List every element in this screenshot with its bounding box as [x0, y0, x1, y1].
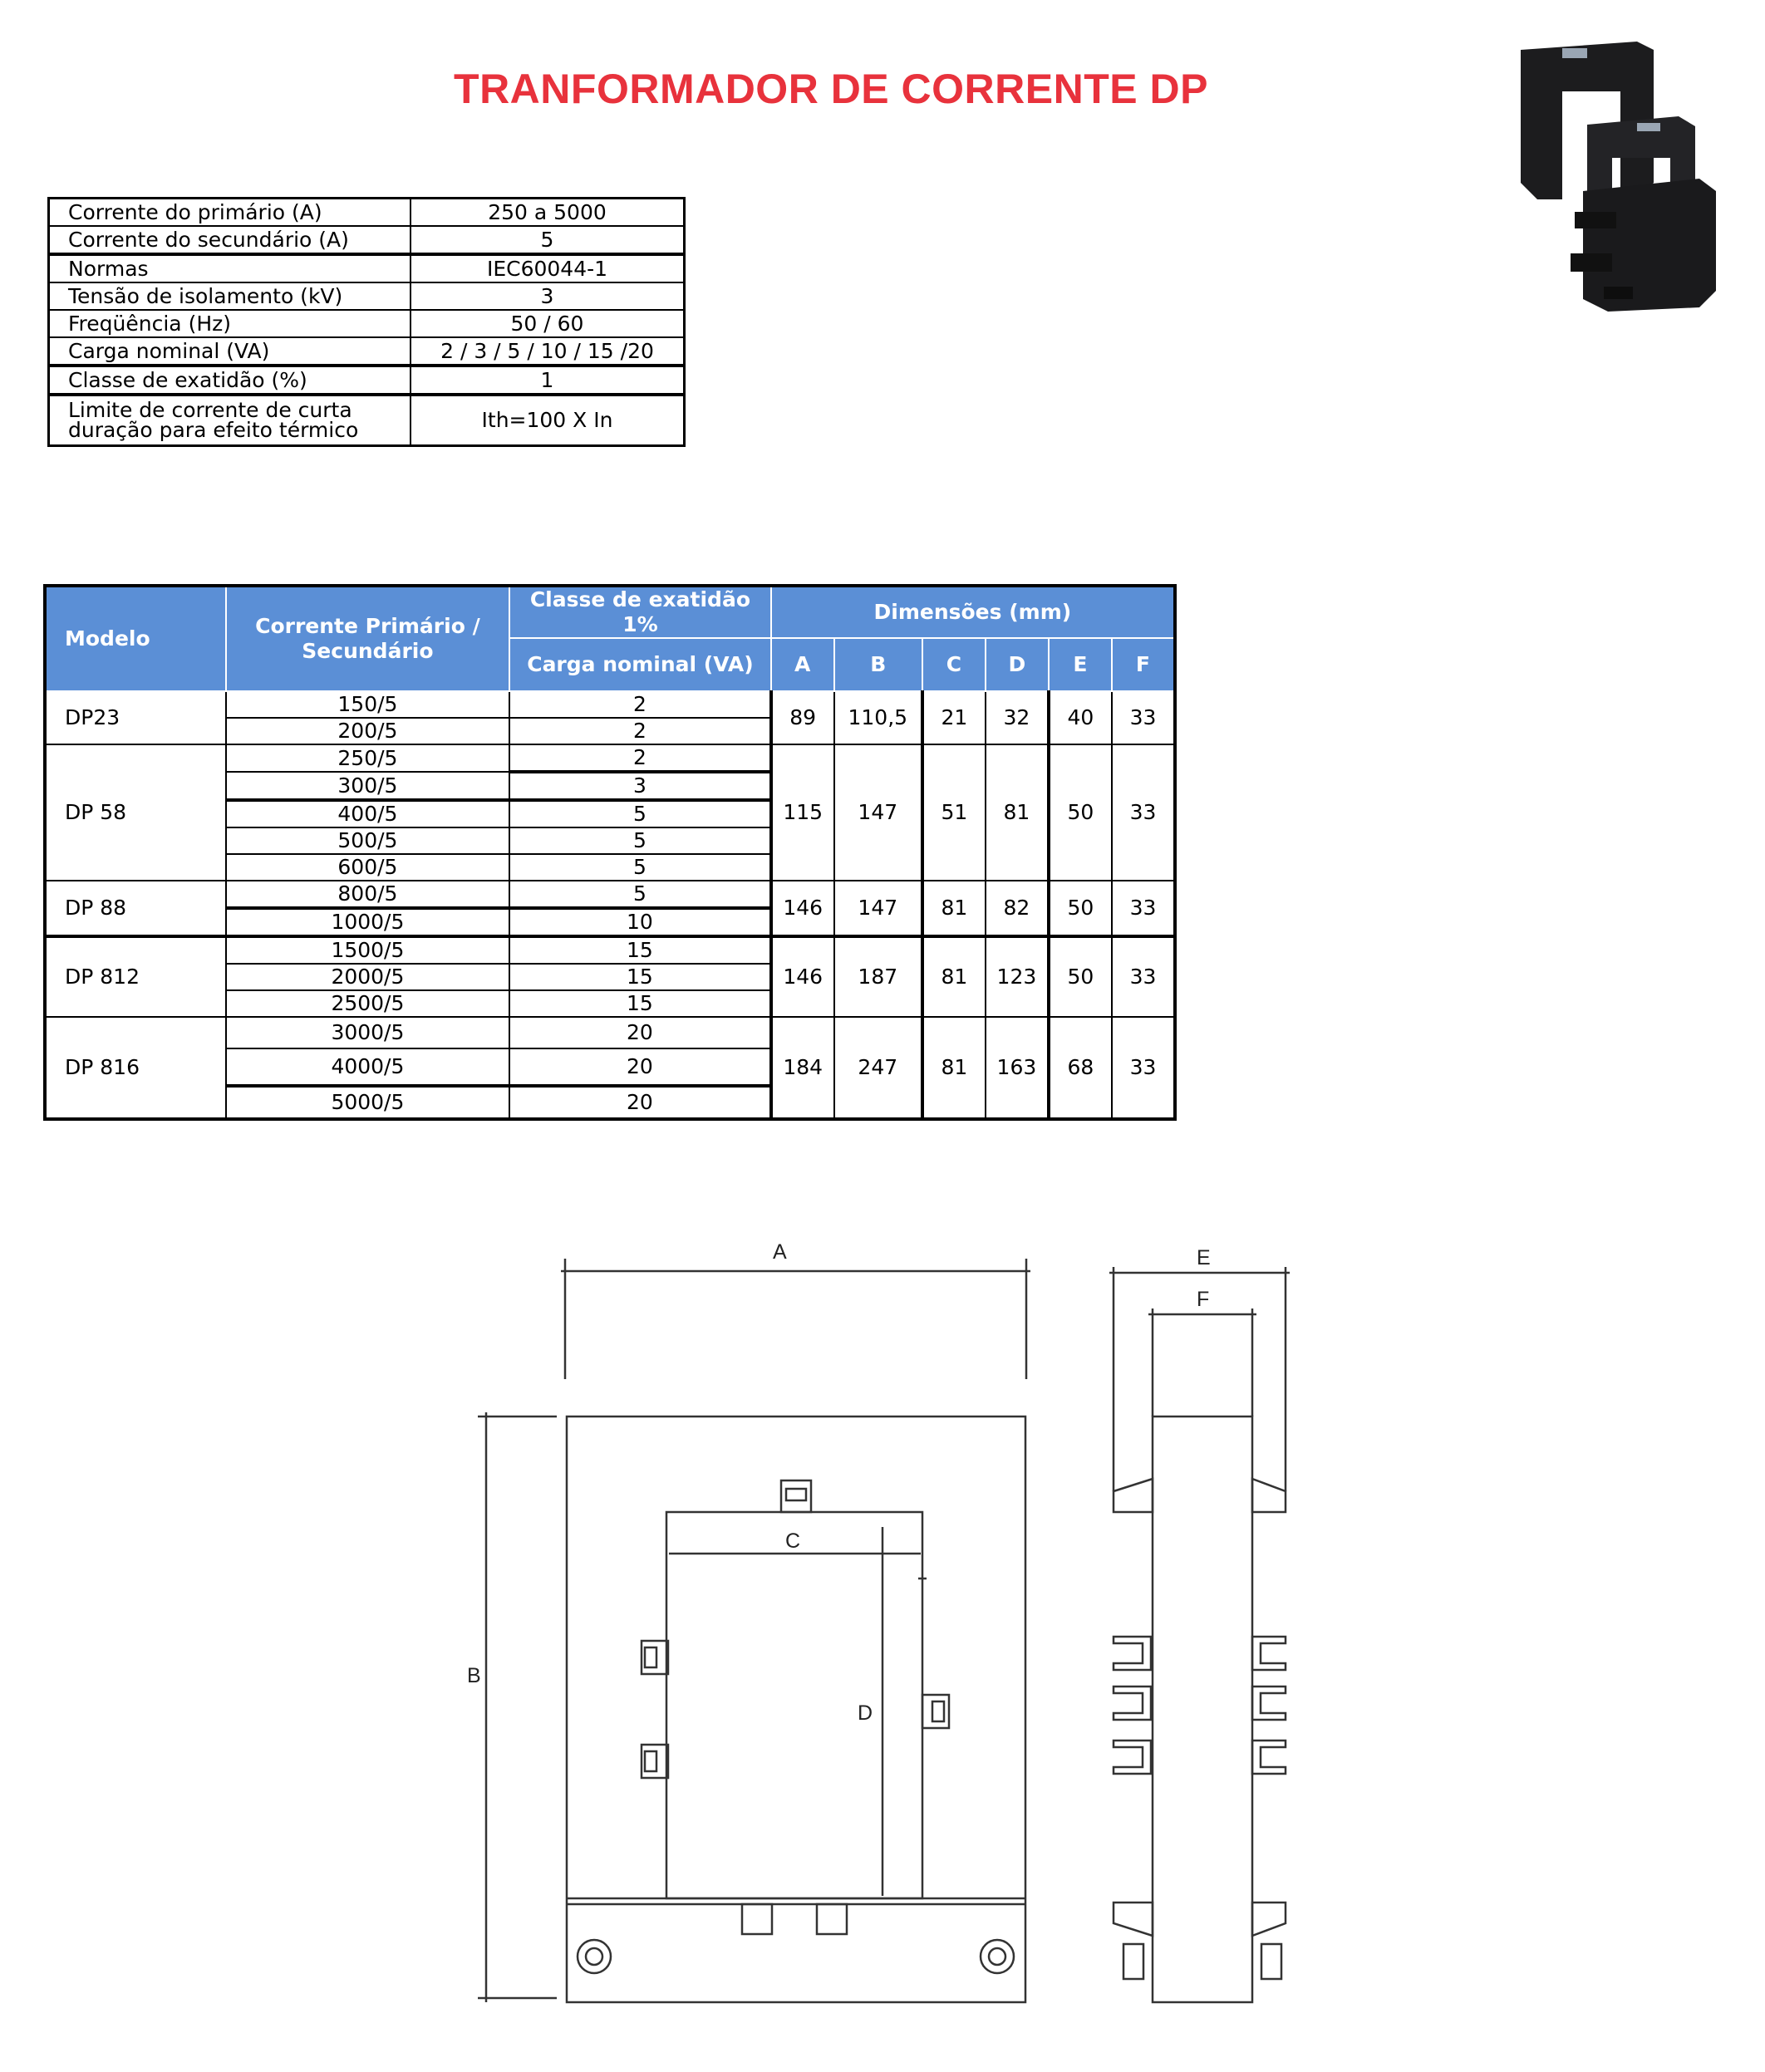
- load-cell: 3: [509, 772, 770, 800]
- header-model: Modelo: [45, 586, 226, 691]
- spec-label: Limite de corrente de curta duração para efeito térmico: [49, 395, 411, 446]
- load-cell: 20: [509, 1017, 770, 1048]
- dim-f-cell: 33: [1112, 691, 1175, 744]
- load-cell: 2: [509, 718, 770, 744]
- load-cell: 15: [509, 990, 770, 1017]
- current-cell: 1000/5: [226, 908, 510, 936]
- header-dim-e: E: [1049, 638, 1112, 691]
- load-cell: 5: [509, 827, 770, 854]
- table-row: [45, 744, 1175, 772]
- current-cell: 300/5: [226, 772, 510, 800]
- spec-value: 250 a 5000: [411, 199, 685, 227]
- spec-value: IEC60044-1: [411, 254, 685, 282]
- spec-value: Ith=100 X In: [411, 395, 685, 446]
- load-cell: 2: [509, 744, 770, 772]
- model-name: DP 816: [45, 1017, 226, 1119]
- product-photo: [1512, 33, 1728, 316]
- spec-label: Corrente do secundário (A): [49, 226, 411, 254]
- dim-e-cell: 50: [1049, 936, 1112, 1017]
- dim-c-cell: 81: [922, 1017, 986, 1119]
- spec-label: Classe de exatidão (%): [49, 366, 411, 395]
- spec-row: [49, 254, 685, 282]
- dim-a-cell: 89: [771, 691, 834, 744]
- label-d: D: [858, 1701, 873, 1725]
- label-a: A: [773, 1240, 787, 1264]
- spec-row: [49, 395, 685, 446]
- dim-b-cell: 147: [834, 744, 922, 881]
- front-view: [467, 1240, 1030, 2002]
- current-cell: 1500/5: [226, 936, 510, 964]
- models-table: [43, 584, 1177, 1121]
- current-cell: 3000/5: [226, 1017, 510, 1048]
- dim-c-cell: 51: [922, 744, 986, 881]
- current-cell: 400/5: [226, 800, 510, 827]
- dim-b-cell: 247: [834, 1017, 922, 1119]
- load-cell: 10: [509, 908, 770, 936]
- dim-d-cell: 123: [986, 936, 1049, 1017]
- spec-row: [49, 282, 685, 310]
- dim-b-cell: 147: [834, 881, 922, 936]
- current-cell: 2500/5: [226, 990, 510, 1017]
- header-dim-d: D: [986, 638, 1049, 691]
- table-row: [45, 936, 1175, 964]
- header-accuracy: Classe de exatidão 1%: [509, 586, 770, 638]
- table-row: [45, 881, 1175, 908]
- load-cell: 20: [509, 1048, 770, 1086]
- label-c: C: [785, 1529, 801, 1553]
- dim-e-cell: 68: [1049, 1017, 1112, 1119]
- dim-e-cell: 50: [1049, 881, 1112, 936]
- table-row: [45, 691, 1175, 718]
- header-dim-f: F: [1112, 638, 1175, 691]
- dim-d-cell: 32: [986, 691, 1049, 744]
- header-current: Corrente Primário / Secundário: [226, 586, 510, 691]
- dim-c-cell: 81: [922, 936, 986, 1017]
- model-name: DP 58: [45, 744, 226, 881]
- load-cell: 5: [509, 800, 770, 827]
- current-cell: 500/5: [226, 827, 510, 854]
- current-cell: 4000/5: [226, 1048, 510, 1086]
- spec-value: 3: [411, 282, 685, 310]
- current-cell: 600/5: [226, 854, 510, 881]
- label-f: F: [1197, 1288, 1210, 1311]
- spec-label: Tensão de isolamento (kV): [49, 282, 411, 310]
- spec-label: Corrente do primário (A): [49, 199, 411, 227]
- current-cell: 2000/5: [226, 964, 510, 990]
- load-cell: 15: [509, 936, 770, 964]
- spec-value: 5: [411, 226, 685, 254]
- dim-a-cell: 146: [771, 936, 834, 1017]
- page-title: TRANFORMADOR DE CORRENTE DP: [454, 66, 1208, 112]
- spec-label: Carga nominal (VA): [49, 337, 411, 366]
- spec-value: 2 / 3 / 5 / 10 / 15 /20: [411, 337, 685, 366]
- dim-e-cell: 50: [1049, 744, 1112, 881]
- header-dimensions: Dimensões (mm): [771, 586, 1175, 638]
- header-dim-a: A: [771, 638, 834, 691]
- side-view: [1109, 1246, 1290, 2002]
- dim-d-cell: 82: [986, 881, 1049, 936]
- load-cell: 5: [509, 881, 770, 908]
- spec-row: [49, 366, 685, 395]
- spec-row: [49, 337, 685, 366]
- current-cell: 200/5: [226, 718, 510, 744]
- header-dim-b: B: [834, 638, 922, 691]
- specifications-table: [47, 197, 686, 447]
- table-row: [45, 1017, 1175, 1048]
- dim-c-cell: 21: [922, 691, 986, 744]
- current-cell: 150/5: [226, 691, 510, 718]
- dimension-drawing: [449, 1221, 1305, 2052]
- spec-label: Normas: [49, 254, 411, 282]
- dim-a-cell: 146: [771, 881, 834, 936]
- dim-f-cell: 33: [1112, 1017, 1175, 1119]
- dim-f-cell: 33: [1112, 936, 1175, 1017]
- header-dim-c: C: [922, 638, 986, 691]
- model-name: DP 812: [45, 936, 226, 1017]
- load-cell: 15: [509, 964, 770, 990]
- load-cell: 2: [509, 691, 770, 718]
- load-cell: 20: [509, 1086, 770, 1119]
- dim-e-cell: 40: [1049, 691, 1112, 744]
- current-cell: 5000/5: [226, 1086, 510, 1119]
- dim-f-cell: 33: [1112, 744, 1175, 881]
- dim-d-cell: 163: [986, 1017, 1049, 1119]
- label-b: B: [467, 1664, 481, 1687]
- dim-b-cell: 110,5: [834, 691, 922, 744]
- spec-label: Freqüência (Hz): [49, 310, 411, 337]
- dim-f-cell: 33: [1112, 881, 1175, 936]
- current-cell: 250/5: [226, 744, 510, 772]
- header-load: Carga nominal (VA): [509, 638, 770, 691]
- dim-d-cell: 81: [986, 744, 1049, 881]
- current-cell: 800/5: [226, 881, 510, 908]
- model-name: DP23: [45, 691, 226, 744]
- label-e: E: [1197, 1246, 1211, 1269]
- dim-a-cell: 184: [771, 1017, 834, 1119]
- spec-value: 50 / 60: [411, 310, 685, 337]
- dim-a-cell: 115: [771, 744, 834, 881]
- spec-row: [49, 310, 685, 337]
- dim-c-cell: 81: [922, 881, 986, 936]
- load-cell: 5: [509, 854, 770, 881]
- dim-b-cell: 187: [834, 936, 922, 1017]
- model-name: DP 88: [45, 881, 226, 936]
- spec-row: [49, 226, 685, 254]
- spec-row: [49, 199, 685, 227]
- spec-value: 1: [411, 366, 685, 395]
